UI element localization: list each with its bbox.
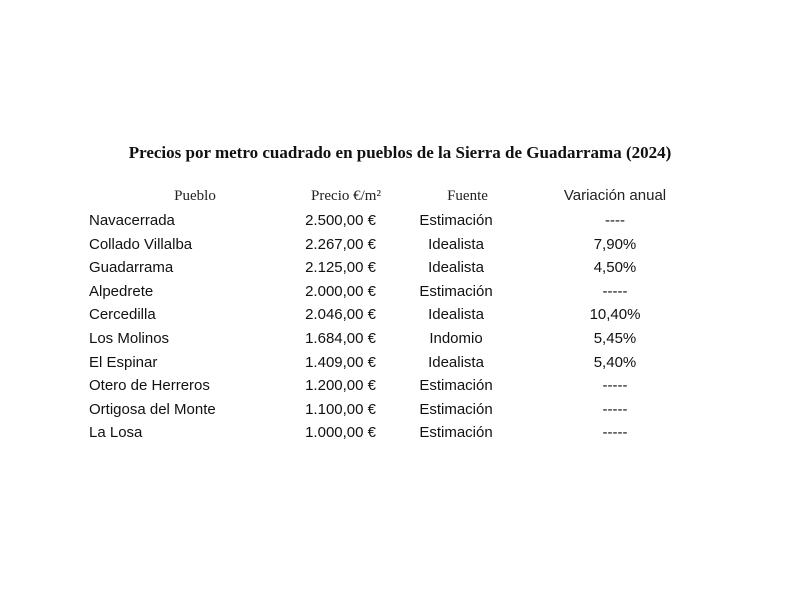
cell-pueblo: Ortigosa del Monte <box>89 400 216 418</box>
document-title: Precios por metro cuadrado en pueblos de la Sierra de Guadarrama (2024) <box>128 143 672 162</box>
cell-pueblo: Otero de Herreros <box>89 377 210 395</box>
cell-variacion: ---- <box>605 212 625 229</box>
table-row <box>0 377 800 400</box>
table-row <box>0 401 800 424</box>
table-row <box>0 330 800 353</box>
cell-fuente: Indomio <box>429 330 483 347</box>
cell-variacion: 5,45% <box>593 330 637 347</box>
cell-pueblo: Los Molinos <box>89 330 170 347</box>
cell-pueblo: Navacerrada <box>89 212 175 229</box>
cell-precio: 2.046,00 € <box>305 306 376 324</box>
cell-precio: 1.409,00 € <box>305 353 376 371</box>
header-pueblo: Pueblo <box>174 188 216 204</box>
cell-precio: 2.000,00 € <box>305 282 376 300</box>
cell-precio: 1.200,00 € <box>305 377 376 395</box>
cell-fuente: Idealista <box>428 306 484 324</box>
cell-pueblo: El Espinar <box>89 353 158 371</box>
table-row <box>0 259 800 282</box>
table-row <box>0 236 800 259</box>
cell-precio: 1.000,00 € <box>305 424 376 442</box>
header-fuente: Fuente <box>447 188 488 204</box>
table-row <box>0 212 800 235</box>
cell-pueblo: Alpedrete <box>89 282 154 300</box>
table-row <box>0 283 800 306</box>
cell-precio: 1.100,00 € <box>305 400 376 418</box>
cell-fuente: Estimación <box>419 400 493 418</box>
cell-fuente: Estimación <box>419 282 493 300</box>
cell-precio: 2.500,00 € <box>305 212 376 229</box>
header-variacion: Variación anual <box>563 187 667 204</box>
header-precio: Precio €/m² <box>311 188 381 204</box>
cell-variacion: 10,40% <box>589 306 641 324</box>
cell-variacion: ----- <box>602 282 628 300</box>
cell-pueblo: Collado Villalba <box>89 235 193 253</box>
cell-variacion: 4,50% <box>593 259 637 277</box>
cell-pueblo: Guadarrama <box>89 259 174 277</box>
cell-precio: 2.125,00 € <box>305 259 376 277</box>
cell-pueblo: Cercedilla <box>89 306 156 324</box>
cell-fuente: Idealista <box>428 353 484 371</box>
cell-variacion: 5,40% <box>593 353 637 371</box>
cell-variacion: ----- <box>602 424 628 442</box>
table-row <box>0 424 800 447</box>
table-row <box>0 354 800 377</box>
cell-fuente: Idealista <box>428 259 484 277</box>
cell-pueblo: La Losa <box>89 424 143 442</box>
table-row <box>0 306 800 329</box>
cell-fuente: Idealista <box>428 235 484 253</box>
cell-fuente: Estimación <box>419 212 493 229</box>
cell-variacion: 7,90% <box>593 235 637 253</box>
cell-variacion: ----- <box>602 377 628 395</box>
cell-fuente: Estimación <box>419 424 493 442</box>
cell-fuente: Estimación <box>419 377 493 395</box>
cell-precio: 1.684,00 € <box>305 330 376 347</box>
cell-precio: 2.267,00 € <box>305 235 376 253</box>
cell-variacion: ----- <box>602 400 628 418</box>
